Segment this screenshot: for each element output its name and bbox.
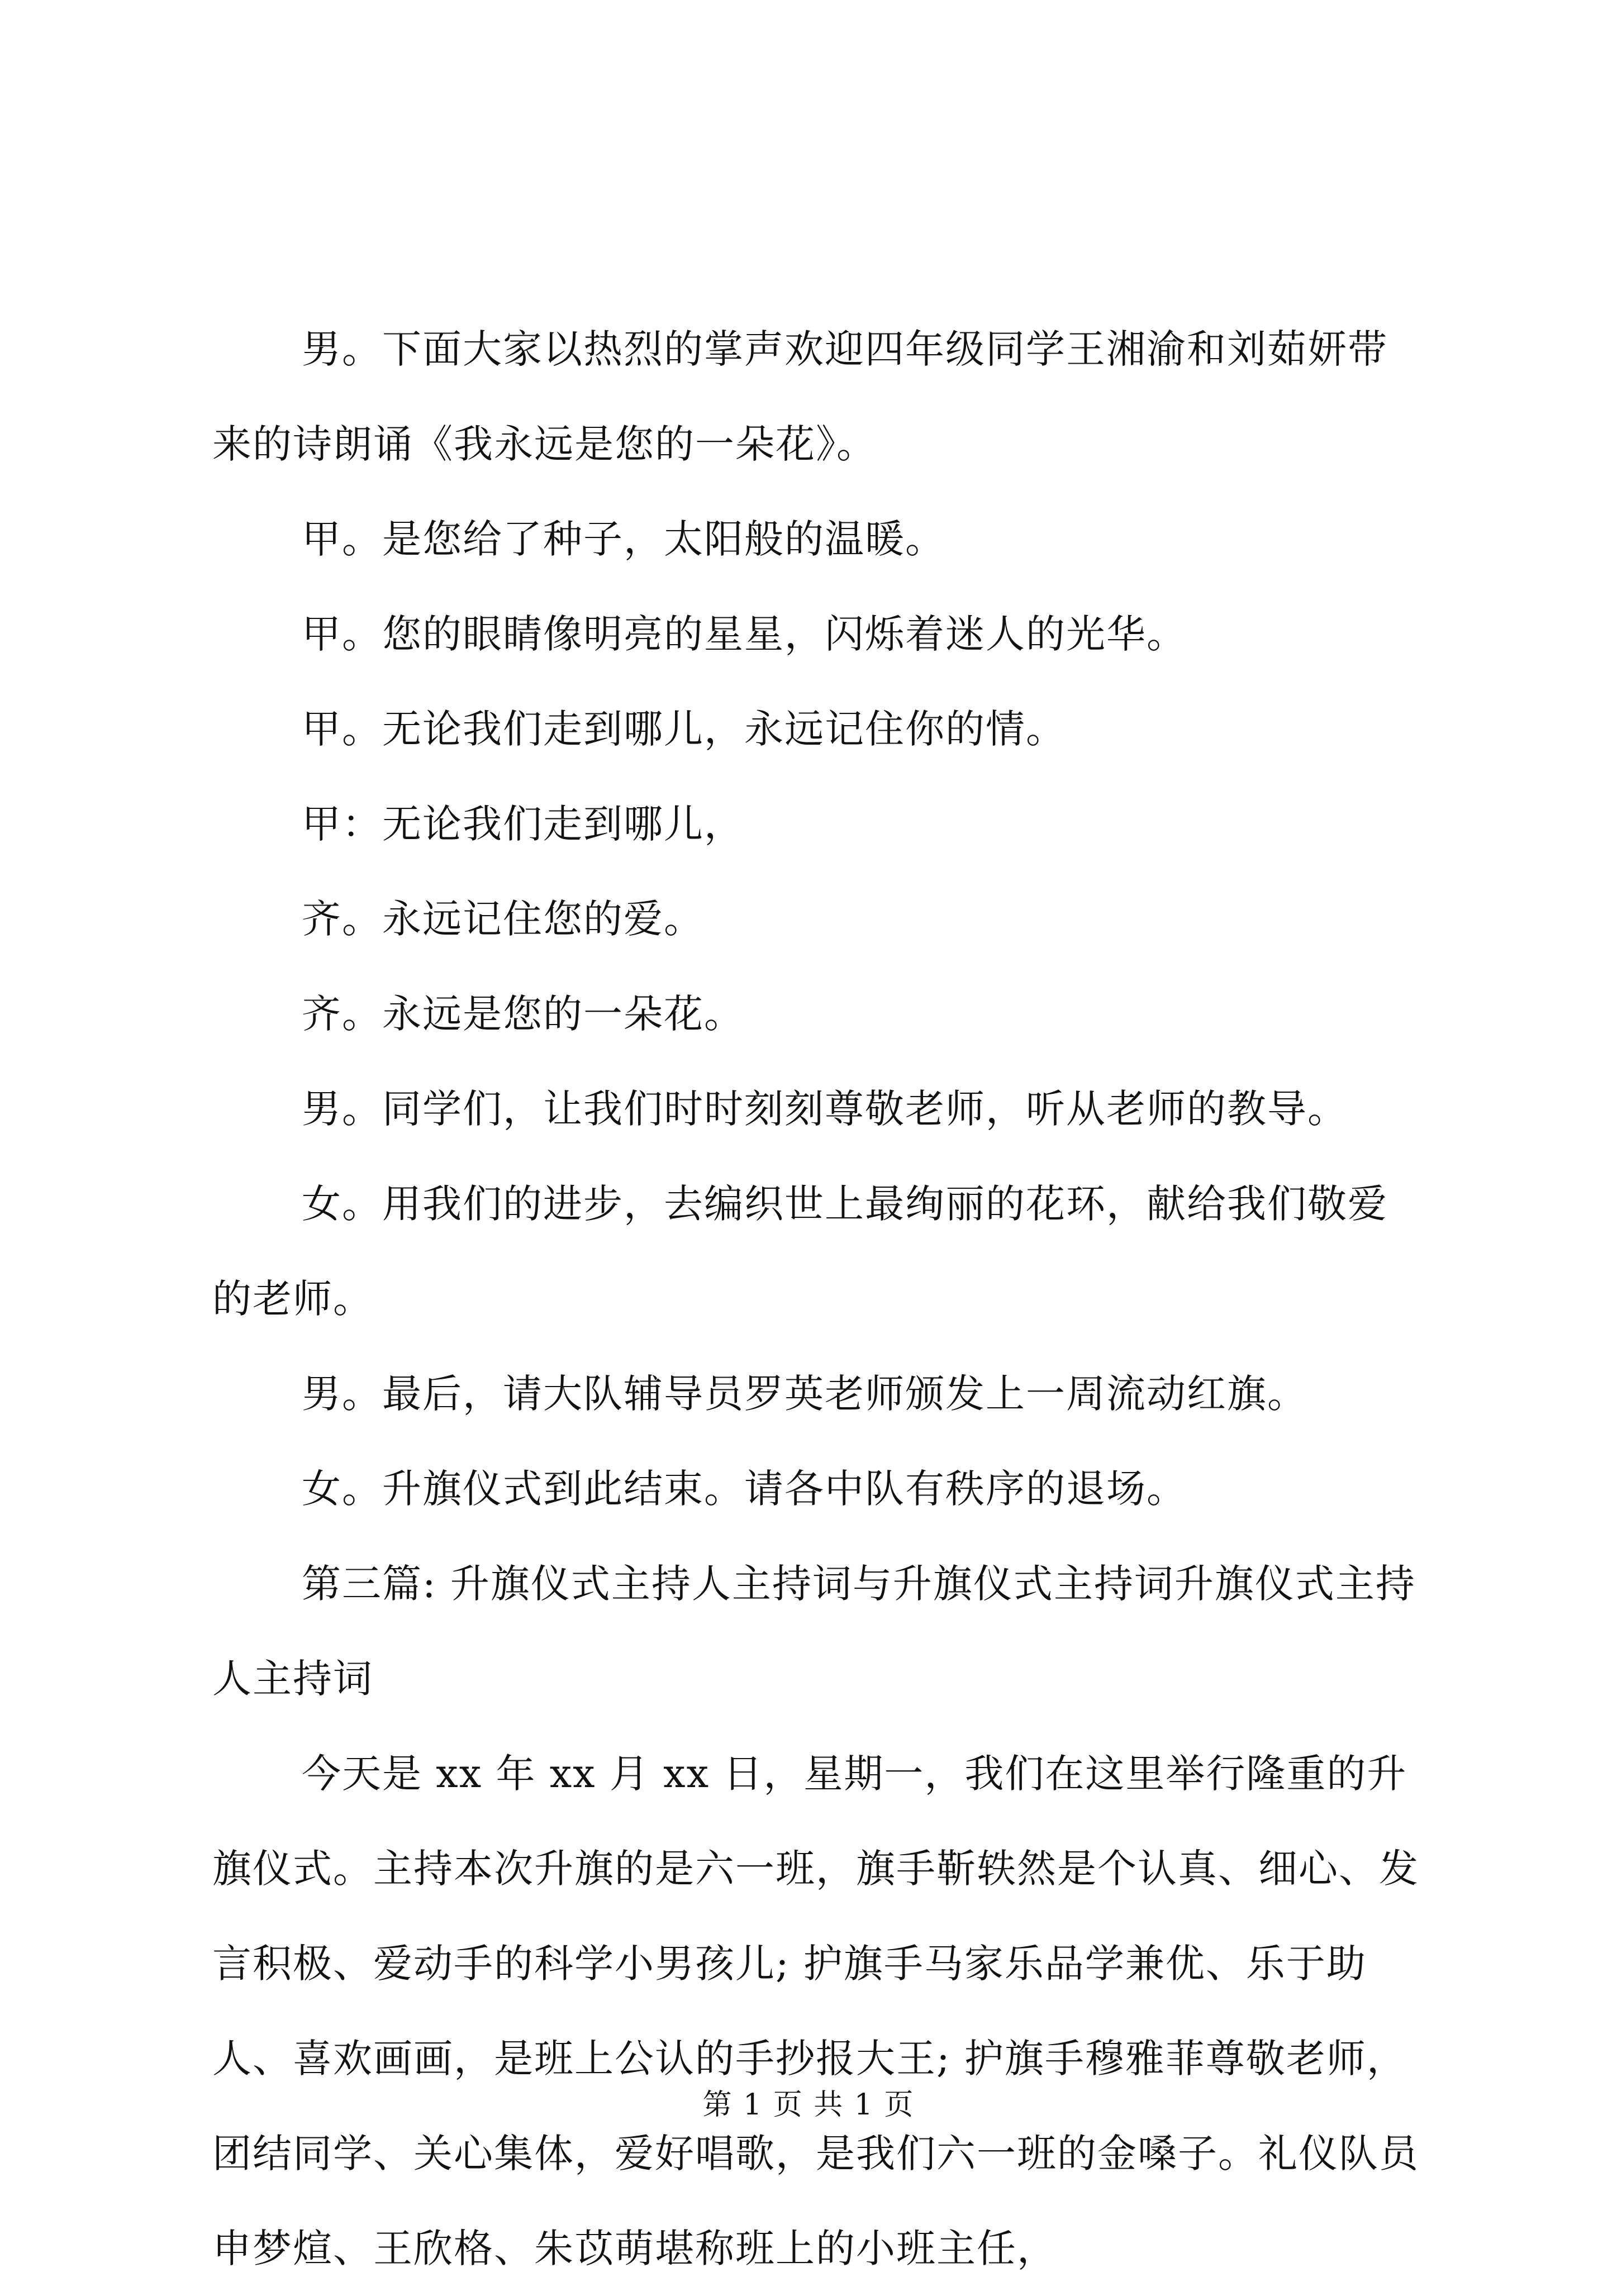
paragraph: 齐。永远是您的一朵花。 bbox=[302, 991, 744, 1037]
paragraph: 甲：无论我们走到哪儿， bbox=[302, 801, 744, 847]
paragraph: 男。下面大家以热烈的掌声欢迎四年级同学王湘渝和刘茹妍带来的诗朗诵《我永远是您的一朵花》。 bbox=[212, 326, 1388, 467]
section-heading: 第三篇: 升旗仪式主持人主持词与升旗仪式主持词升旗仪式主持人主持词 bbox=[212, 1561, 1416, 1702]
paragraph: 今天是 xx 年 xx 月 xx 日，星期一，我们在这里举行隆重的升旗仪式。主持本次升旗的是六一班，旗手靳轶然是个认真、细心、发言积极、爱动手的科学小男孩儿; 护旗手马家乐品学兼优、乐于助人、喜欢画画，是班上公认的手抄报大王; 护旗手穆雅菲尊敬老师，团结同学、关心集体，爱好唱歌，是我们六一班的金嗓子。礼仪队员申梦煊、王欣格、朱苡萌堪称班上的小班主任， bbox=[212, 1751, 1419, 2271]
document-body bbox=[212, 302, 1419, 2296]
paragraph: 甲。您的眼睛像明亮的星星，闪烁着迷人的光华。 bbox=[302, 611, 1187, 657]
paragraph: 女。升旗仪式到此结束。请各中队有秩序的退场。 bbox=[302, 1466, 1187, 1512]
paragraph: 男。同学们，让我们时时刻刻尊敬老师，听从老师的教导。 bbox=[302, 1086, 1348, 1132]
paragraph: 齐。永远记住您的爱。 bbox=[302, 896, 704, 942]
paragraph: 男。最后，请大队辅导员罗英老师颁发上一周流动红旗。 bbox=[302, 1371, 1307, 1417]
paragraph: 甲。无论我们走到哪儿，永远记住你的情。 bbox=[302, 706, 1066, 752]
paragraph: 女。用我们的进步，去编织世上最绚丽的花环，献给我们敬爱的老师。 bbox=[212, 1181, 1388, 1322]
page-footer: 第 1 页 共 1 页 bbox=[702, 2088, 915, 2122]
paragraph: 甲。是您给了种子，太阳般的温暖。 bbox=[302, 516, 945, 562]
